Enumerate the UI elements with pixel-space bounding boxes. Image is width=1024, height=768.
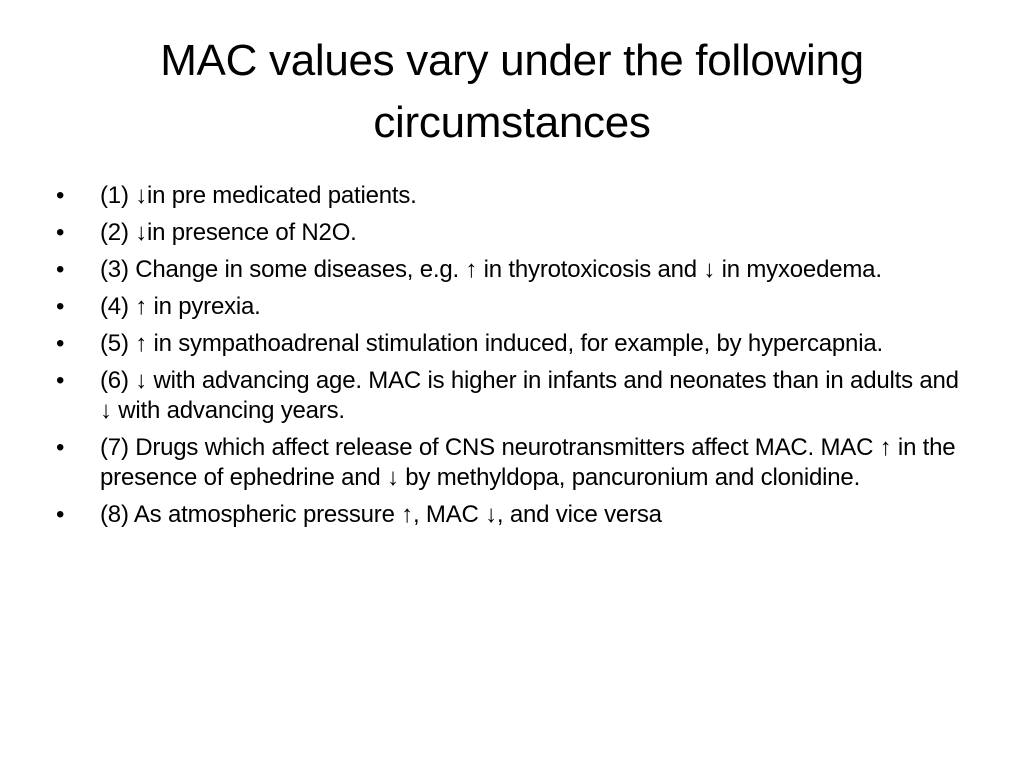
list-item-text: (2) ↓in presence of N2O. [100, 219, 357, 246]
list-item-text: (8) As atmospheric pressure ↑, MAC ↓, and vice versa [100, 501, 662, 528]
list-item [56, 218, 976, 248]
bullet-icon: • [56, 182, 65, 209]
list-item [56, 433, 976, 493]
list-item [56, 366, 976, 426]
list-item [56, 329, 976, 359]
bullet-icon: • [56, 256, 65, 283]
bullet-list [56, 181, 976, 537]
list-item-text: (3) Change in some diseases, e.g. ↑ in thyrotoxicosis and ↓ in myxoedema. [100, 256, 882, 283]
bullet-icon: • [56, 219, 65, 246]
bullet-icon: • [56, 501, 65, 528]
bullet-icon: • [56, 330, 65, 357]
list-item-text: (1) ↓in pre medicated patients. [100, 182, 417, 209]
list-item [56, 255, 976, 285]
list-item-text: (4) ↑ in pyrexia. [100, 293, 261, 320]
list-item [56, 181, 976, 211]
bullet-icon: • [56, 293, 65, 320]
slide-title: MAC values vary under the following circumstances [160, 36, 864, 147]
list-item-text: (7) Drugs which affect release of CNS neurotransmitters affect MAC. MAC ↑ in the presence of ephedrine and ↓ by methyldopa, pancuronium and clonidine. [100, 434, 956, 491]
list-item [56, 292, 976, 322]
list-item-text: (6) ↓ with advancing age. MAC is higher in infants and neonates than in adults and ↓ with advancing years. [100, 367, 959, 424]
list-item-text: (5) ↑ in sympathoadrenal stimulation induced, for example, by hypercapnia. [100, 330, 883, 357]
list-item [56, 500, 976, 530]
bullet-icon: • [56, 434, 65, 461]
bullet-icon: • [56, 367, 65, 394]
